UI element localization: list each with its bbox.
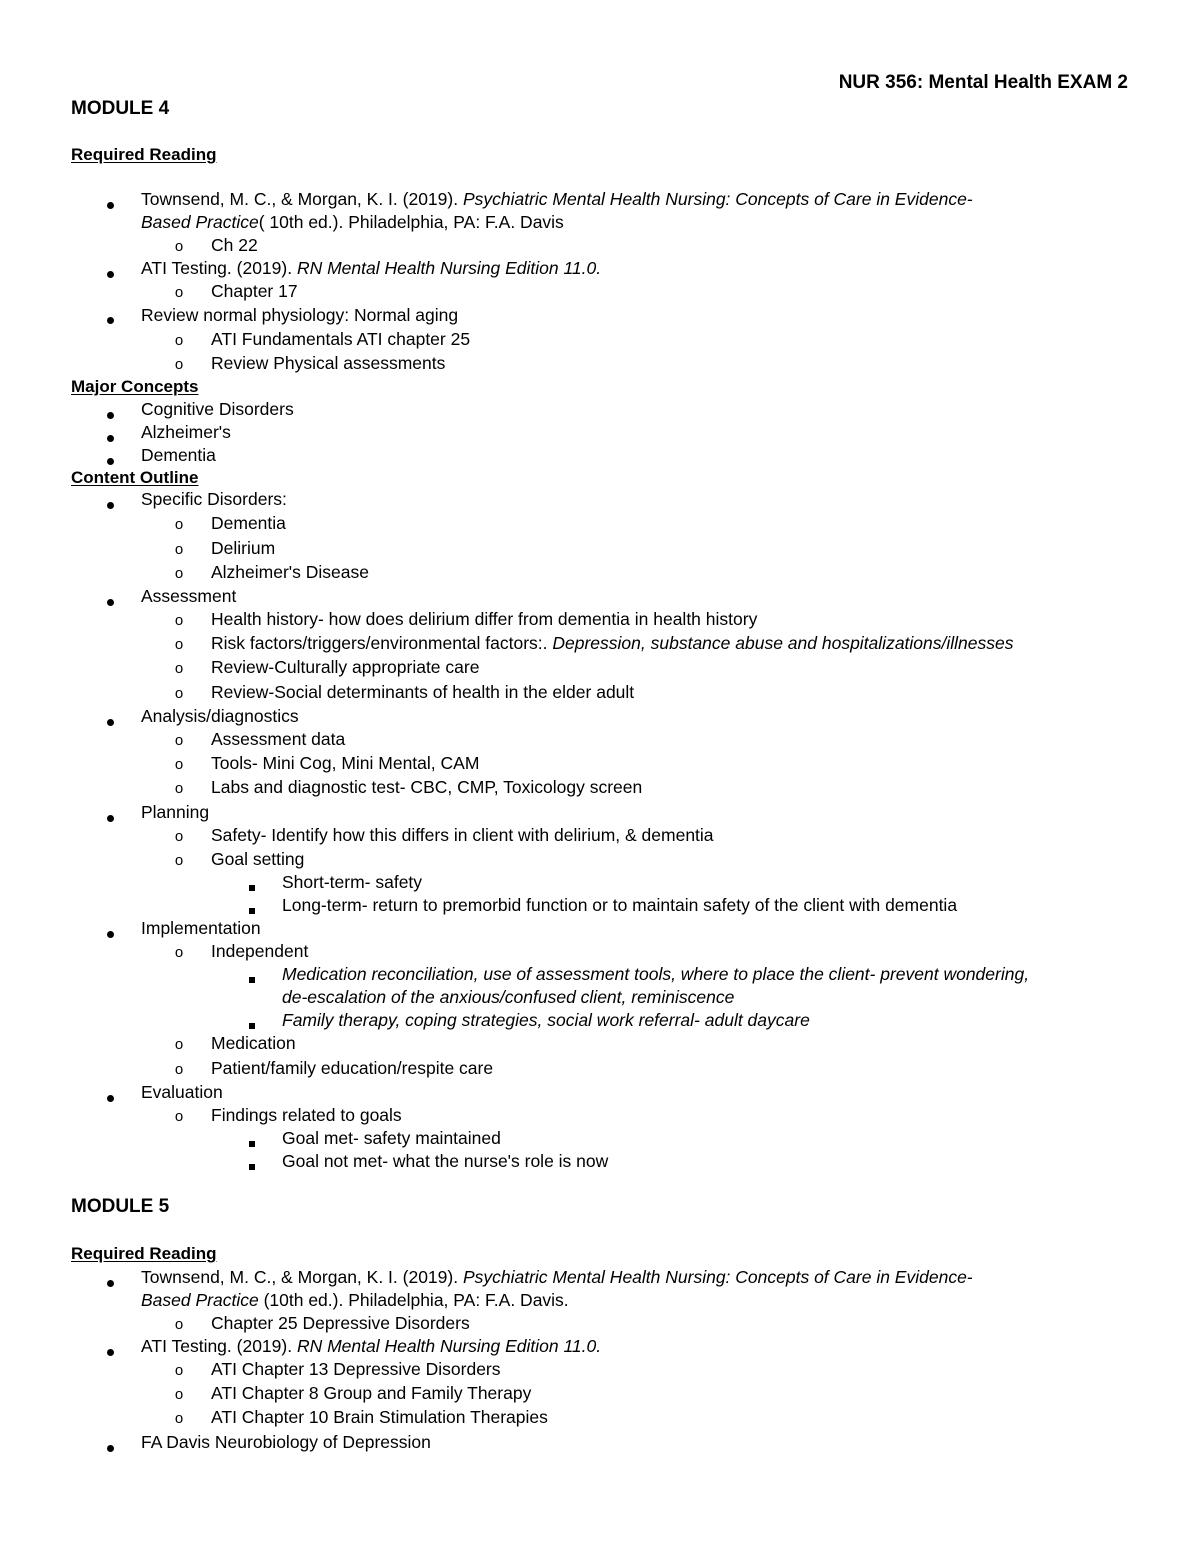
bullet-marker <box>103 311 117 329</box>
m5-reading-1-line-1: Townsend, M. C., & Morgan, K. I. (2019). Psychiatric Mental Health Nursing: Concepts of Care in Evidence- <box>141 1267 973 1287</box>
bullet-marker <box>103 1343 117 1361</box>
outline-delirium: Delirium <box>211 538 276 558</box>
outline-family-therapy: Family therapy, coping strategies, social work referral- adult daycare <box>282 1010 810 1030</box>
circle-marker: o <box>174 541 184 558</box>
m5-required-reading-heading: Required Reading <box>71 1244 217 1263</box>
m4-major-concepts-heading: Major Concepts <box>71 377 199 396</box>
bullet-marker <box>103 496 117 514</box>
outline-goal-not-met: Goal not met- what the nurse's role is now <box>282 1151 609 1171</box>
outline-medication-reconciliation-line-1: Medication reconciliation, use of assessment tools, where to place the client- prevent wondering, <box>282 964 1030 984</box>
m4-reading-3-sub-2: Review Physical assessments <box>211 353 446 373</box>
m4-required-reading-heading: Required Reading <box>71 145 217 164</box>
circle-marker: o <box>174 685 184 702</box>
m5-reading-1-sub-1: Chapter 25 Depressive Disorders <box>211 1313 470 1333</box>
circle-marker: o <box>174 1036 184 1053</box>
concept-dementia: Dementia <box>141 445 216 465</box>
bullet-marker <box>103 265 117 283</box>
outline-long-term: Long-term- return to premorbid function or to maintain safety of the client with dementia <box>282 895 958 915</box>
circle-marker: o <box>174 1410 184 1427</box>
circle-marker: o <box>174 756 184 773</box>
m5-reading-1-line-2: Based Practice (10th ed.). Philadelphia, PA: F.A. Davis. <box>141 1290 569 1310</box>
outline-findings: Findings related to goals <box>211 1105 402 1125</box>
outline-short-term: Short-term- safety <box>282 872 423 892</box>
circle-marker: o <box>174 1108 184 1125</box>
outline-social-determinants: Review-Social determinants of health in the elder adult <box>211 682 635 702</box>
bullet-marker <box>103 1089 117 1107</box>
circle-marker: o <box>174 284 184 301</box>
bullet-marker <box>103 196 117 214</box>
outline-independent: Independent <box>211 941 309 961</box>
m4-reading-2: ATI Testing. (2019). RN Mental Health Nursing Edition 11.0. <box>141 258 602 278</box>
m5-reading-2-sub-2: ATI Chapter 8 Group and Family Therapy <box>211 1383 532 1403</box>
outline-medication: Medication <box>211 1033 296 1053</box>
circle-marker: o <box>174 238 184 255</box>
circle-marker: o <box>174 332 184 349</box>
circle-marker: o <box>174 944 184 961</box>
square-marker <box>245 879 259 894</box>
circle-marker: o <box>174 732 184 749</box>
square-marker <box>245 902 259 917</box>
course-header: NUR 356: Mental Health EXAM 2 <box>838 72 1128 93</box>
concept-alzheimers: Alzheimer's <box>141 422 231 442</box>
outline-planning: Planning <box>141 802 210 822</box>
circle-marker: o <box>174 1386 184 1403</box>
bullet-marker <box>103 713 117 731</box>
outline-evaluation: Evaluation <box>141 1082 223 1102</box>
module-5-title: MODULE 5 <box>71 1196 170 1217</box>
outline-labs: Labs and diagnostic test- CBC, CMP, Toxicology screen <box>211 777 643 797</box>
circle-marker: o <box>174 1061 184 1078</box>
outline-goal-met: Goal met- safety maintained <box>282 1128 501 1148</box>
module-4-title: MODULE 4 <box>71 98 170 119</box>
outline-health-history: Health history- how does delirium differ from dementia in health history <box>211 609 758 629</box>
outline-assessment-data: Assessment data <box>211 729 346 749</box>
square-marker <box>245 1017 259 1032</box>
outline-medication-reconciliation-line-2: de-escalation of the anxious/confused client, reminiscence <box>282 987 735 1007</box>
circle-marker: o <box>174 660 184 677</box>
circle-marker: o <box>174 1316 184 1333</box>
bullet-marker <box>103 925 117 943</box>
m4-reading-3-sub-1: ATI Fundamentals ATI chapter 25 <box>211 329 471 349</box>
square-marker <box>245 971 259 986</box>
square-marker <box>245 1135 259 1150</box>
m4-content-outline-heading: Content Outline <box>71 468 199 487</box>
bullet-marker <box>103 429 117 447</box>
outline-implementation: Implementation <box>141 918 261 938</box>
circle-marker: o <box>174 516 184 533</box>
circle-marker: o <box>174 636 184 653</box>
outline-assessment: Assessment <box>141 586 237 606</box>
circle-marker: o <box>174 852 184 869</box>
circle-marker: o <box>174 356 184 373</box>
outline-analysis: Analysis/diagnostics <box>141 706 299 726</box>
m5-reading-2-sub-1: ATI Chapter 13 Depressive Disorders <box>211 1359 501 1379</box>
circle-marker: o <box>174 828 184 845</box>
bullet-marker <box>103 406 117 424</box>
circle-marker: o <box>174 1362 184 1379</box>
circle-marker: o <box>174 780 184 797</box>
m4-reading-2-sub-1: Chapter 17 <box>211 281 298 301</box>
m4-reading-1-sub-1: Ch 22 <box>211 235 258 255</box>
outline-culturally-appropriate: Review-Culturally appropriate care <box>211 657 480 677</box>
outline-safety: Safety- Identify how this differs in client with delirium, & dementia <box>211 825 714 845</box>
outline-specific-disorders: Specific Disorders: <box>141 489 287 509</box>
square-marker <box>245 1158 259 1173</box>
m5-reading-3: FA Davis Neurobiology of Depression <box>141 1432 431 1452</box>
outline-patient-education: Patient/family education/respite care <box>211 1058 494 1078</box>
m5-reading-2-sub-3: ATI Chapter 10 Brain Stimulation Therapies <box>211 1407 548 1427</box>
bullet-marker <box>103 593 117 611</box>
outline-risk-factors: Risk factors/triggers/environmental factors:. Depression, substance abuse and hospitalizations/illnesses <box>211 633 1014 653</box>
bullet-marker <box>103 1439 117 1457</box>
circle-marker: o <box>174 612 184 629</box>
bullet-marker <box>103 1274 117 1292</box>
m4-reading-1-line-2: Based Practice( 10th ed.). Philadelphia, PA: F.A. Davis <box>141 212 564 232</box>
outline-tools: Tools- Mini Cog, Mini Mental, CAM <box>211 753 480 773</box>
circle-marker: o <box>174 565 184 582</box>
m4-reading-3: Review normal physiology: Normal aging <box>141 305 459 325</box>
concept-cognitive-disorders: Cognitive Disorders <box>141 399 294 419</box>
outline-dementia: Dementia <box>211 513 286 533</box>
m5-reading-2: ATI Testing. (2019). RN Mental Health Nursing Edition 11.0. <box>141 1336 602 1356</box>
outline-goal-setting: Goal setting <box>211 849 305 869</box>
bullet-marker <box>103 809 117 827</box>
m4-reading-1-line-1: Townsend, M. C., & Morgan, K. I. (2019). Psychiatric Mental Health Nursing: Concepts of Care in Evidence- <box>141 189 973 209</box>
outline-alzheimers-disease: Alzheimer's Disease <box>211 562 369 582</box>
